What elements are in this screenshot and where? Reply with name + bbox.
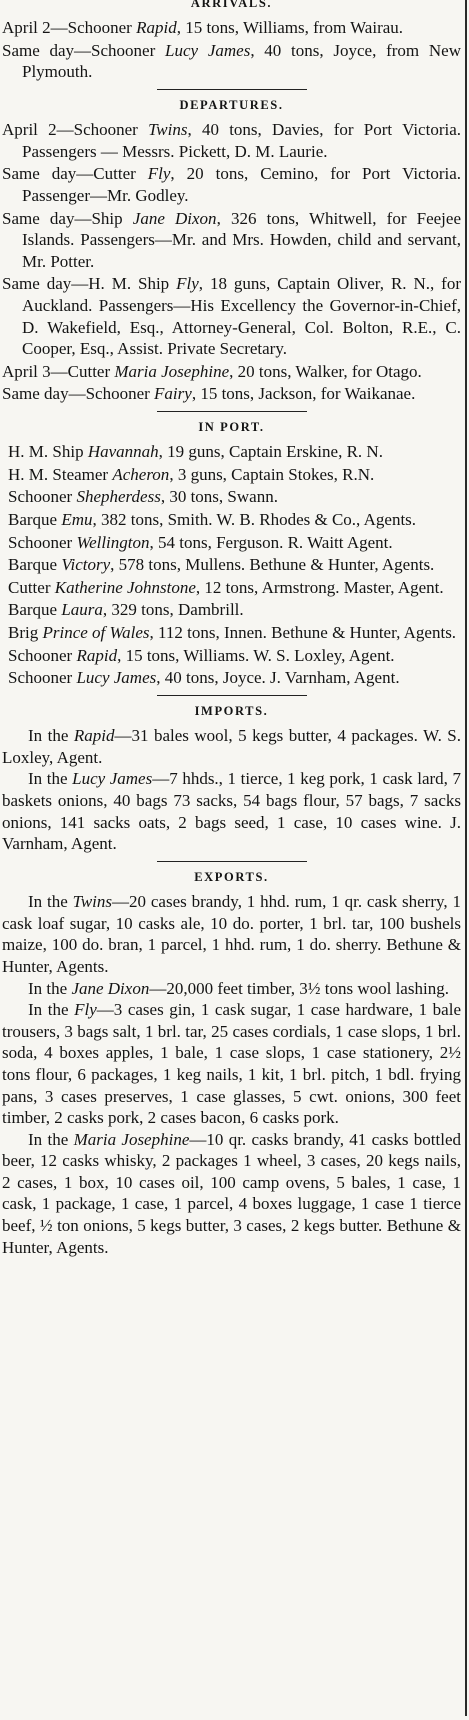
in-port-entry: Schooner Shepherdess, 30 tons, Swann.: [8, 487, 278, 507]
export-entry: In the Twins—20 cases brandy, 1 hhd. rum, 1 qr. cask sherry, 1 cask loaf sugar, 10 casks ale, 10 do. porter, 1 brl. tar, 100 bushels maize, 100 do. bran, 1 parcel, 1 hhd. rum, 1 do. sherry. Bethune & Hunter, Agents.: [2, 892, 461, 976]
section-divider: [157, 695, 307, 696]
ship-name: Acheron: [112, 464, 170, 484]
ship-name: Prince of Wales: [42, 623, 150, 643]
ship-name: Wellington: [76, 532, 150, 552]
exports-section: [2, 870, 461, 1258]
ship-name: Maria Josephine: [73, 1129, 190, 1149]
in-port-section: [2, 420, 461, 689]
in-port-entry: Barque Laura, 329 tons, Dambrill.: [8, 600, 244, 620]
departure-entry: Same day—Schooner Fairy, 15 tons, Jackson, for Waikanae.: [2, 384, 416, 404]
ship-name: Jane Dixon: [71, 978, 150, 998]
imports-heading: IMPORTS.: [194, 704, 269, 719]
in-port-entry: Schooner Rapid, 15 tons, Williams. W. S. Loxley, Agent.: [8, 645, 395, 665]
section-divider: [157, 411, 307, 412]
ship-name: Emu: [61, 510, 93, 530]
ship-name: Havannah: [87, 442, 159, 462]
ship-name: Lucy James: [72, 769, 153, 789]
departure-entry: April 2—Schooner Twins, 40 tons, Davies, for Port Victoria. Passengers — Messrs. Pickett, D. M. Laurie.: [2, 120, 462, 161]
export-entry: In the Fly—3 cases gin, 1 cask sugar, 1 case hardware, 1 bale trousers, 3 bags salt, 1 brl. tar, 25 cases cordials, 1 case slops, 1 brl. soda, 4 boxes apples, 1 bale, 1 case slops, 1 case stationery, 2½ tons flour, 6 packages, 1 keg nails, 1 kit, 1 brl. pitch, 1 bdl. frying pans, 3 cases preserves, 1 case glasses, 5 cwt. onions, 300 feet timber, 2 casks pork, 2 cases bacon, 6 casks pork.: [2, 1000, 461, 1128]
ship-name: Twins: [148, 120, 188, 140]
arrivals-heading: ARRIVALS.: [190, 0, 273, 10]
in-port-entry: H. M. Ship Havannah, 19 guns, Captain Erskine, R. N.: [8, 442, 383, 462]
ship-name: Fairy: [154, 384, 192, 404]
in-port-entry: Cutter Katherine Johnstone, 12 tons, Armstrong. Master, Agent.: [8, 577, 444, 597]
departure-entry: Same day—Ship Jane Dixon, 326 tons, Whitwell, for Feejee Islands. Passengers—Mr. and Mrs. Howden, child and servant, Mr. Potter.: [2, 208, 461, 271]
departure-entry: Same day—H. M. Ship Fly, 18 guns, Captain Oliver, R. N., for Auckland. Passengers—His Excellency the Governor-in-Chief, D. Wakefield, Esq., Attorney-General, Col. Bolton, R.E., C. Cooper, Esq., Assist. Private Secretary.: [2, 274, 461, 359]
ship-name: Lucy James: [76, 668, 157, 688]
arrival-entry: April 2—Schooner Rapid, 15 tons, Williams, from Wairau.: [2, 18, 404, 37]
departures-section: [2, 98, 461, 405]
departures-heading: DEPARTURES.: [179, 98, 284, 113]
ship-name: Rapid: [76, 645, 118, 665]
ship-name: Fly: [74, 1000, 97, 1020]
ship-name: Fly: [147, 164, 171, 184]
export-entry: In the Jane Dixon—20,000 feet timber, 3½ tons wool lashing.: [28, 978, 449, 998]
in-port-entry: Schooner Lucy James, 40 tons, Joyce. J. Varnham, Agent.: [8, 668, 400, 688]
departure-entry: April 3—Cutter Maria Josephine, 20 tons, Walker, for Otago.: [2, 361, 422, 381]
in-port-entry: H. M. Steamer Acheron, 3 guns, Captain Stokes, R.N.: [8, 464, 375, 484]
ship-name: Lucy James: [165, 40, 251, 60]
export-entry: In the Maria Josephine—10 qr. casks brandy, 41 casks bottled beer, 12 casks whisky, 2 packages 1 wheel, 3 cases, 20 kegs nails, 2 cases, 1 box, 10 cases oil, 100 camp ovens, 5 bales, 1 case, 1 cask, 1 package, 1 case, 1 parcel, 4 boxes luggage, 1 case 1 tierce beef, ½ ton onions, 5 kegs butter, 3 cases, 2 kegs butter. Bethune & Hunter, Agents.: [2, 1129, 461, 1257]
ship-name: Jane Dixon: [132, 208, 217, 228]
section-divider: [157, 89, 307, 90]
in-port-entry: Barque Victory, 578 tons, Mullens. Bethune & Hunter, Agents.: [8, 555, 435, 575]
ship-name: Shepherdess: [76, 487, 161, 507]
ship-name: Laura: [61, 600, 103, 620]
arrivals-section: [2, 0, 461, 83]
in-port-entry: Schooner Wellington, 54 tons, Ferguson. R. Waitt Agent.: [8, 532, 393, 552]
in-port-heading: IN PORT.: [198, 420, 265, 435]
ship-name: Twins: [72, 892, 113, 912]
arrival-entry: Same day—Schooner Lucy James, 40 tons, Joyce, from New Plymouth.: [2, 40, 461, 82]
ship-name: Fly: [176, 274, 199, 294]
ship-name: Rapid: [136, 18, 177, 37]
ship-name: Katherine Johnstone: [54, 577, 196, 597]
in-port-entry: Brig Prince of Wales, 112 tons, Innen. Bethune & Hunter, Agents.: [8, 623, 457, 643]
import-entry: In the Lucy James—7 hhds., 1 tierce, 1 keg pork, 1 cask lard, 7 baskets onions, 40 bags 73 sacks, 54 bags flour, 57 bags, 7 sacks onions, 141 sacks oats, 2 bags seed, 1 case, 10 cases wine. J. Varnham, Agent.: [2, 769, 462, 854]
import-entry: In the Rapid—31 bales wool, 5 kegs butter, 4 packages. W. S. Loxley, Agent.: [2, 726, 461, 767]
ship-name: Rapid: [73, 726, 115, 746]
departure-entry: Same day—Cutter Fly, 20 tons, Cemino, for Port Victoria. Passenger—Mr. Godley.: [2, 164, 461, 205]
ship-name: Maria Josephine: [114, 361, 230, 381]
in-port-entry: Barque Emu, 382 tons, Smith. W. B. Rhodes & Co., Agents.: [8, 510, 417, 530]
ship-name: Victory: [61, 555, 111, 575]
imports-section: [2, 704, 461, 855]
column-rule: [465, 0, 467, 1716]
exports-heading: EXPORTS.: [194, 870, 269, 885]
section-divider: [157, 861, 307, 862]
